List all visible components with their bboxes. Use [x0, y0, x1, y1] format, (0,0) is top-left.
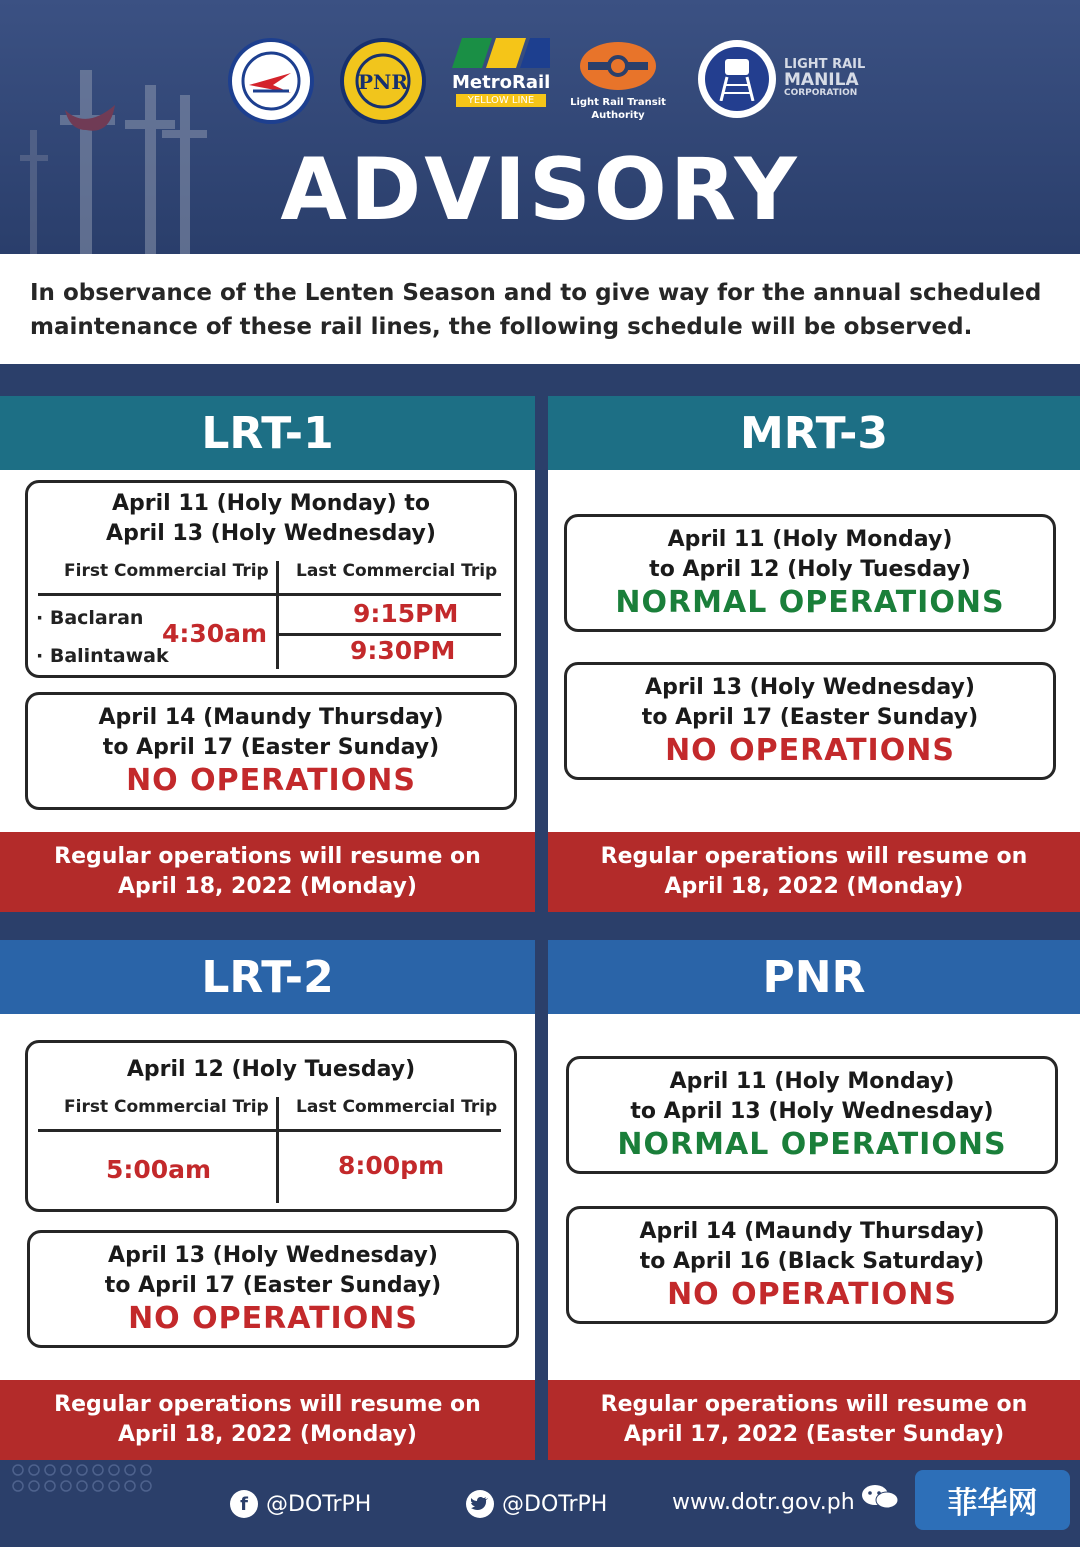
pnr-resume-banner — [548, 1380, 1080, 1460]
lrt2-schedule-box — [25, 1040, 517, 1212]
lrt2-status-no-operations: NO OPERATIONS — [128, 1301, 418, 1336]
lrt1-schedule-box — [25, 480, 517, 678]
metrorail-name: MetroRail — [452, 72, 551, 93]
mrt3-status-no-operations: NO OPERATIONS — [665, 733, 955, 768]
wechat-icon — [860, 1482, 900, 1512]
facebook-handle: @DOTrPH — [266, 1491, 372, 1517]
dotr-logo — [228, 38, 314, 124]
lrmc-logo — [698, 40, 873, 120]
lrt1-closure-dates-2: to April 17 (Easter Sunday) — [102, 735, 440, 760]
website-url: www.dotr.gov.ph — [672, 1490, 855, 1515]
pnr-resume-line-1: Regular operations will resume on — [600, 1392, 1028, 1417]
lrt1-dates-line-2: April 13 (Holy Wednesday) — [106, 521, 436, 546]
mrt3-normal-box — [564, 514, 1056, 632]
svg-text:PNR: PNR — [358, 70, 408, 94]
intro-line-2: maintenance of these rail lines, the following schedule will be observed. — [30, 314, 973, 340]
lrt1-station-1: Baclaran — [49, 607, 144, 629]
lrt1-table-divider — [276, 561, 279, 669]
facebook-icon: f — [230, 1490, 258, 1518]
lrt2-last-trip-header: Last Commercial Trip — [296, 1097, 498, 1117]
lrt2-dates: April 12 (Holy Tuesday) — [126, 1057, 416, 1082]
lrta-emblem-icon — [566, 38, 670, 94]
lrt1-panel — [0, 396, 535, 912]
lrmc-name — [784, 58, 876, 99]
lrt1-dates-line-1: April 11 (Holy Monday) to — [111, 491, 431, 516]
twitter-handle: @DOTrPH — [502, 1491, 608, 1517]
pnr-status-normal-operations: NORMAL OPERATIONS — [617, 1127, 1007, 1162]
lrt2-first-trip-header: First Commercial Trip — [64, 1097, 269, 1117]
twitter-link[interactable] — [466, 1490, 607, 1518]
lrt1-station-2: Balintawak — [49, 645, 169, 667]
lrta-name-line-2: Authority — [591, 110, 645, 121]
rail-track-icon — [717, 57, 757, 101]
lrt1-table-rule — [279, 593, 501, 596]
twitter-icon — [466, 1490, 494, 1518]
mrt3-closure-box — [564, 662, 1056, 780]
intro-text — [0, 254, 1080, 364]
mrt3-normal-dates-2: to April 12 (Holy Tuesday) — [649, 557, 971, 582]
pnr-seal-icon — [354, 52, 412, 110]
decorative-dots — [10, 1462, 160, 1502]
page-title: ADVISORY — [280, 140, 800, 240]
mrt3-closure-dates-1: April 13 (Holy Wednesday) — [645, 675, 975, 700]
lrt1-station-baclaran: · Baclaran — [36, 607, 144, 629]
lrt2-closure-dates-1: April 13 (Holy Wednesday) — [108, 1243, 438, 1268]
metrorail-line: YELLOW LINE — [456, 94, 546, 107]
lrt2-table-divider — [276, 1097, 279, 1203]
lrt2-closure-box — [27, 1230, 519, 1348]
pnr-resume-date: April 17, 2022 (Easter Sunday) — [623, 1422, 1005, 1447]
mrt3-title: MRT-3 — [548, 396, 1080, 470]
mrt3-status-normal-operations: NORMAL OPERATIONS — [615, 585, 1005, 620]
lrt1-table-rule — [38, 593, 276, 596]
lrt1-resume-line-1: Regular operations will resume on — [54, 844, 481, 869]
lrt1-title: LRT-1 — [0, 396, 535, 470]
lrt1-station-balintawak: · Balintawak — [36, 645, 169, 667]
lrt1-first-trip-header: First Commercial Trip — [64, 561, 269, 581]
mrt3-resume-date: April 18, 2022 (Monday) — [664, 874, 964, 899]
pnr-status-no-operations: NO OPERATIONS — [667, 1277, 957, 1312]
mrt3-normal-dates-1: April 11 (Holy Monday) — [667, 527, 953, 552]
watermark-badge: 菲华网 — [915, 1470, 1070, 1530]
pnr-closure-dates-1: April 14 (Maundy Thursday) — [639, 1219, 985, 1244]
lrt1-status-no-operations: NO OPERATIONS — [126, 763, 416, 798]
pnr-normal-dates-2: to April 13 (Holy Wednesday) — [630, 1099, 994, 1124]
intro-line-1: In observance of the Lenten Season and to give way for the annual scheduled — [30, 280, 1042, 306]
pnr-panel — [548, 940, 1080, 1460]
lrmc-name-line-1: LIGHT RAIL — [784, 57, 866, 72]
website-link[interactable] — [672, 1490, 855, 1515]
lrt2-resume-date: April 18, 2022 (Monday) — [118, 1422, 417, 1447]
pnr-normal-dates-1: April 11 (Holy Monday) — [669, 1069, 955, 1094]
lrt1-resume-date: April 18, 2022 (Monday) — [118, 874, 417, 899]
pnr-title: PNR — [548, 940, 1080, 1014]
lrt2-last-trip-time: 8:00pm — [338, 1151, 445, 1180]
mrt3-panel — [548, 396, 1080, 912]
lrt2-closure-dates-2: to April 17 (Easter Sunday) — [104, 1273, 442, 1298]
lrt1-first-trip-time: 4:30am — [162, 619, 268, 648]
lrt1-resume-banner — [0, 832, 535, 912]
lrt2-table-rule — [38, 1129, 501, 1132]
lrt1-last-trip-header: Last Commercial Trip — [296, 561, 498, 581]
lrt2-resume-banner — [0, 1380, 535, 1460]
lrt2-panel — [0, 940, 535, 1460]
lrt1-closure-box — [25, 692, 517, 810]
facebook-link[interactable] — [230, 1490, 371, 1518]
mrt3-resume-line-1: Regular operations will resume on — [600, 844, 1028, 869]
lrmc-name-line-3: CORPORATION — [784, 88, 858, 99]
lrta-logo — [566, 38, 670, 122]
lrt1-last-trip-time-baclaran: 9:15PM — [353, 599, 459, 628]
lrt1-closure-dates-1: April 14 (Maundy Thursday) — [98, 705, 444, 730]
lrta-name — [566, 96, 670, 122]
metrorail-logo — [452, 36, 550, 122]
dotr-seal-icon — [241, 51, 301, 111]
lrta-name-line-1: Light Rail Transit — [570, 97, 666, 108]
advisory-header — [0, 0, 1080, 254]
lrt2-title: LRT-2 — [0, 940, 535, 1014]
mrt3-resume-banner — [548, 832, 1080, 912]
lrmc-emblem — [698, 40, 776, 118]
pnr-logo — [340, 38, 426, 124]
pnr-normal-box — [566, 1056, 1058, 1174]
mrt3-closure-dates-2: to April 17 (Easter Sunday) — [641, 705, 979, 730]
pnr-closure-box — [566, 1206, 1058, 1324]
pnr-closure-dates-2: to April 16 (Black Saturday) — [639, 1249, 985, 1274]
lrt2-resume-line-1: Regular operations will resume on — [54, 1392, 481, 1417]
lrt1-last-trip-time-balintawak: 9:30PM — [350, 636, 456, 665]
metrorail-stripes-icon — [452, 36, 550, 70]
lrmc-name-line-2: MANILA — [784, 69, 859, 90]
lrt2-first-trip-time: 5:00am — [106, 1155, 212, 1184]
